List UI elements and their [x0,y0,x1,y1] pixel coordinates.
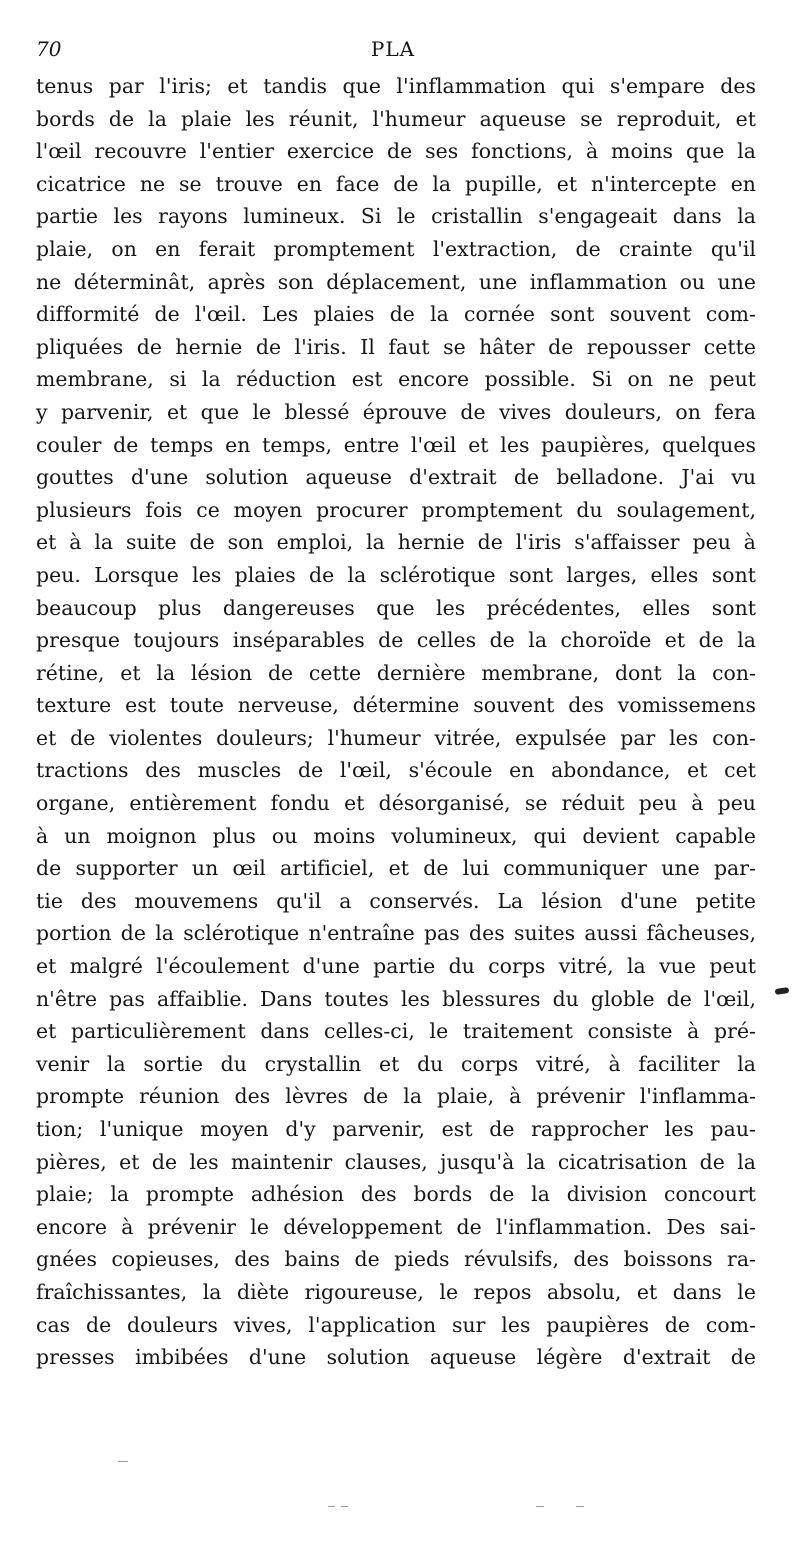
text-line: de supporter un œil artificiel, et de lui communiquer une par- [36,856,756,881]
text-line: difformité de l'œil. Les plaies de la cornée sont souvent com- [36,302,756,327]
text-line: plusieurs fois ce moyen procurer promptement du soulagement, [36,497,756,522]
text-line: encore à prévenir le développement de l'inflammation. Des sai- [36,1214,756,1239]
text-line: gnées copieuses, des bains de pieds révulsifs, des boissons ra- [36,1247,756,1272]
scan-speck [576,1506,584,1507]
text-line: tractions des muscles de l'œil, s'écoule en abondance, et cet [36,758,756,783]
text-line: et de violentes douleurs; l'humeur vitrée, expulsée par les con- [36,725,756,750]
text-line: membrane, si la réduction est encore possible. Si on ne peut [36,367,756,392]
text-line: et particulièrement dans celles-ci, le traitement consiste à pré- [36,1019,756,1044]
running-head: PLA [370,37,416,61]
scan-speck [118,1461,128,1462]
text-line: pliquées de hernie de l'iris. Il faut se hâter de repousser cette [36,334,756,359]
text-line: cicatrice ne se trouve en face de la pupille, et n'intercepte en [36,171,756,196]
text-line: gouttes d'une solution aqueuse d'extrait de belladone. J'ai vu [36,465,756,490]
body-text [36,70,756,1374]
scan-speck [341,1506,348,1507]
text-line: prompte réunion des lèvres de la plaie, à prévenir l'inflamma- [36,1084,756,1109]
scan-speck [328,1506,335,1507]
text-line: partie les rayons lumineux. Si le cristallin s'engageait dans la [36,204,756,229]
text-line: portion de la sclérotique n'entraîne pas des suites aussi fâcheuses, [36,921,756,946]
text-line: tie des mouvemens qu'il a conservés. La lésion d'une petite [36,888,756,913]
margin-ink-mark [775,987,790,995]
text-line: l'œil recouvre l'entier exercice de ses fonctions, à moins que la [36,139,756,164]
text-line: plaie, on en ferait promptement l'extraction, de crainte qu'il [36,236,756,261]
text-line: n'être pas affaiblie. Dans toutes les blessures du globle de l'œil, [36,986,756,1011]
text-line: y parvenir, et que le blessé éprouve de vives douleurs, on fera [36,399,756,424]
text-line: venir la sortie du crystallin et du corps vitré, à faciliter la [36,1051,756,1076]
text-line: bords de la plaie les réunit, l'humeur aqueuse se reproduit, et [36,106,756,131]
scan-speck [536,1506,544,1507]
page-header [36,34,750,64]
text-line: organe, entièrement fondu et désorganisé, se réduit peu à peu [36,791,756,816]
text-line: couler de temps en temps, entre l'œil et les paupières, quelques [36,432,756,457]
text-line: et à la suite de son emploi, la hernie de l'iris s'affaisser peu à [36,530,756,555]
text-line: peu. Lorsque les plaies de la sclérotique sont larges, elles sont [36,562,756,587]
text-line: rétine, et la lésion de cette dernière membrane, dont la con- [36,660,756,685]
text-line: beaucoup plus dangereuses que les précédentes, elles sont [36,595,756,620]
text-line: cas de douleurs vives, l'application sur les paupières de com- [36,1312,756,1337]
text-line: tion; l'unique moyen d'y parvenir, est de rapprocher les pau- [36,1117,756,1141]
text-line: tenus par l'iris; et tandis que l'inflammation qui s'empare des [36,74,756,98]
text-line: à un moignon plus ou moins volumineux, qui devient capable [36,823,756,848]
page-number: 70 [36,37,62,61]
text-line: fraîchissantes, la diète rigoureuse, le repos absolu, et dans le [36,1279,756,1304]
text-line: pières, et de les maintenir clauses, jusqu'à la cicatrisation de la [36,1149,756,1174]
text-line: ne déterminât, après son déplacement, une inflammation ou une [36,269,756,294]
text-line: et malgré l'écoulement d'une partie du corps vitré, la vue peut [36,954,756,979]
text-line: texture est toute nerveuse, détermine souvent des vomissemens [36,693,756,718]
text-line: presses imbibées d'une solution aqueuse légère d'extrait de [36,1345,756,1370]
text-line: presque toujours inséparables de celles de la choroïde et de la [36,628,756,653]
text-line: plaie; la prompte adhésion des bords de la division concourt [36,1182,756,1207]
